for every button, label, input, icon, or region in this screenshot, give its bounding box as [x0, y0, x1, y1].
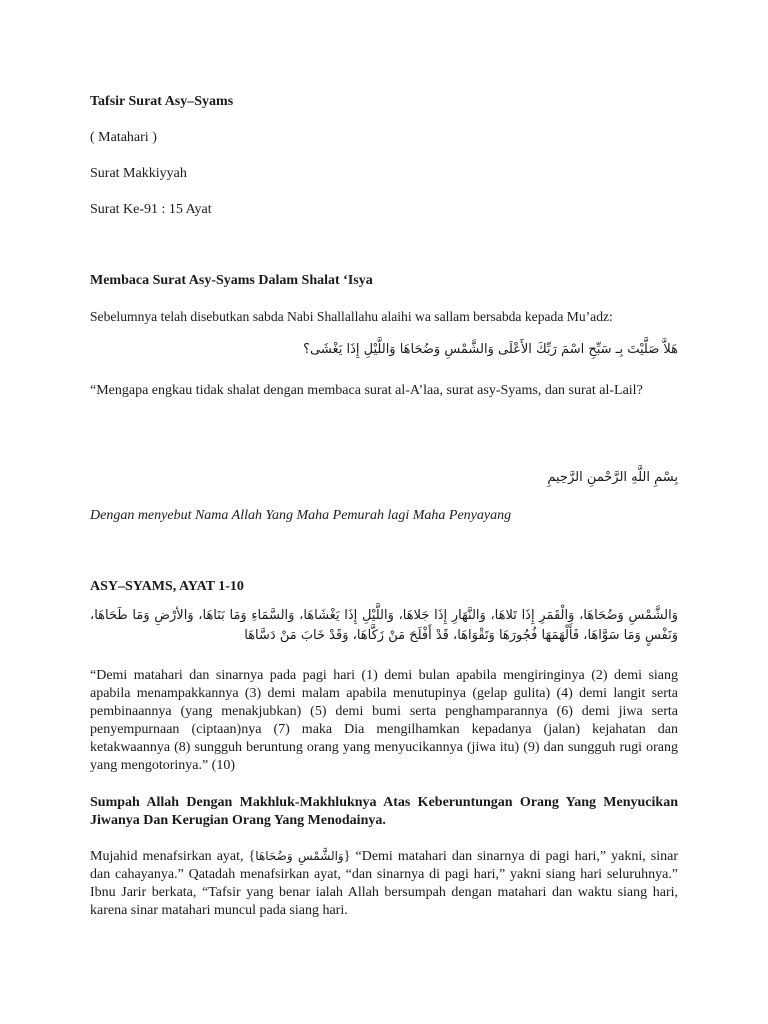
tafsir-text-part-2: } “Demi matahari dan sinarnya di pagi hari,” yakni, sinar dan cahayanya.” Qatadah menafsirkan ayat, “dan sinarnya di pagi hari,” yakni siang hari seluruhnya.” Ibnu Jarir berkata, “Tafsir yang benar ialah Allah bersumpah dengan matahari dan waktu siang hari, karena sinar matahari muncul pada siang hari.: [90, 849, 678, 918]
document-subtitle: ( Matahari ): [90, 130, 157, 145]
hadith-translation-text: “Mengapa engkau tidak shalat dengan membaca surat al-A’laa, surat asy-Syams, dan surat al-Lail?: [90, 383, 643, 398]
section-heading-oath-of-allah: Sumpah Allah Dengan Makhluk-Makhluknya Atas Keberuntungan Orang Yang Menyucikan Jiwanya Dan Kerugian Orang Yang Menodainya.: [90, 795, 678, 828]
surah-type: Surat Makkiyyah: [90, 166, 187, 181]
hadith-intro-text: Sebelumnya telah disebutkan sabda Nabi Shallallahu alaihi wa sallam bersabda kepada Mu’adz:: [90, 309, 613, 324]
surah-number: Surat Ke-91 : 15 Ayat: [90, 202, 212, 217]
section-heading-ayat-1-10: ASY–SYAMS, AYAT 1-10: [90, 579, 244, 594]
inline-arabic-verse: وَالشَّمْسِ وَضُحَاهَا: [255, 849, 344, 863]
ayat-1-10-arabic-text: وَالشَّمْسِ وَضُحَاهَا، وَالْقَمَرِ إِذَا تَلاهَا، وَالنَّهَارِ إِذَا جَلاهَا، وَاللَّيْلِ إِذَا يَغْشَاهَا، وَالسَّمَاءِ وَمَا بَنَاهَا، وَالأرْضِ وَمَا طَحَاهَا، وَنَفْسٍ وَمَا سَوَّاهَا، فَأَلْهَمَهَا فُجُورَهَا وَتَقْوَاهَا، قَدْ أَفْلَحَ مَنْ زَكَّاهَا، وَقَدْ خَابَ مَنْ دَسَّاهَا: [90, 608, 678, 643]
ayat-1-10-translation: “Demi matahari dan sinarnya pada pagi hari (1) demi bulan apabila mengiringinya (2) demi siang apabila menampakkannya (3) demi malam apabila menutupinya (gelap gulita) (4) demi langit serta pembinaannya (yang menakjubkan) (5) demi bumi serta penghamparannya (6) demi jiwa serta penyempurnaan (ciptaan)nya (7) maka Dia mengilhamkan kepadanya (jalan) kejahatan dan ketakwaannya (8) sungguh beruntung orang yang menyucikannya (jiwa itu) (9) dan sungguh rugi orang yang mengotorinya.” (10): [90, 668, 678, 773]
document-title: Tafsir Surat Asy–Syams: [90, 94, 234, 109]
tafsir-text-part-1: Mujahid menafsirkan ayat, {: [90, 849, 256, 864]
section-heading-reading-in-isya: Membaca Surat Asy-Syams Dalam Shalat ‘Isya: [90, 273, 373, 288]
basmalah-arabic: بِسْمِ اللَّهِ الرَّحْمنِ الرَّحِيمِ: [547, 470, 678, 485]
hadith-arabic-text: هَلاَّ صَلَّيْتَ بِـ سَبِّحِ اسْمَ رَبِّكَ الأَعْلَى وَالشَّمْسِ وَضُحَاهَا وَاللَّيْلِ إِذَا يَغْشَى؟: [303, 342, 678, 357]
document-page: [90, 0, 678, 1024]
tafsir-mujahid-paragraph: [90, 847, 678, 920]
basmalah-translation: Dengan menyebut Nama Allah Yang Maha Pemurah lagi Maha Penyayang: [90, 508, 512, 523]
